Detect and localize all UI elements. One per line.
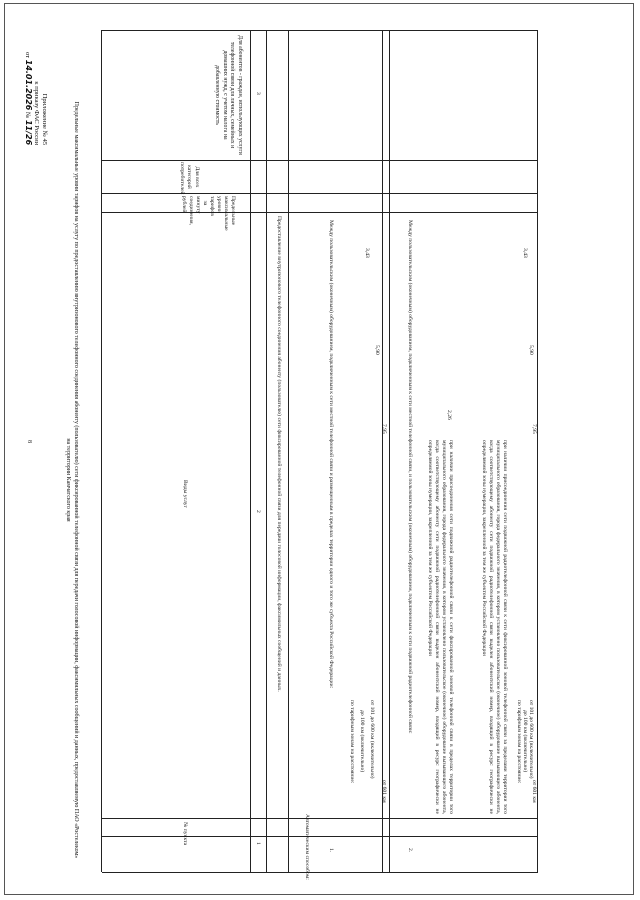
row-2-number: 2.: [407, 848, 413, 853]
row-2-case-b: при наличии присоединения сети подвижной радиотелефонной связи к сети фиксированной зоновой телефонной связи за пределами территории того муниципального образования, города федерального значения, в котором установлено пользовательское (оконечное) оборудование вызывающего абонента, когда соответствующему абоненту сети подвижной радиотелефонной связи выделен абонентский номер, входящий в ресурс географически не определяемой зоны нумерации, закрепленной за тем же субъектом Российской Федерации: [481, 440, 508, 814]
row-2-case-a-value: 2,26: [446, 410, 452, 420]
row-2-zones: по тарифным зонам на расстояние:: [516, 700, 522, 784]
row-2-600km: от 101 до 600 км (включительно): [528, 700, 534, 779]
header-sub-2: Для абонентов - граждан, использующих услуги телефонной связи для личных, семейных и домашних нужд, с учетом налога на добавленную стоимость: [214, 35, 243, 155]
row-1-100km: до 100 км (включительно): [359, 710, 365, 773]
section-title: Предоставление внутризонового телефонного соединения абоненту (пользователю) сети фиксированной телефонной связи для передачи голосовой информации, факсимильных сообщений и данных.: [276, 216, 282, 692]
col-number-2: 2: [255, 510, 261, 513]
row-2-601km-value: 7,95: [531, 424, 537, 434]
row-1-100km-value: 3,43: [364, 248, 370, 258]
handwritten-date: 14.01.2026: [24, 59, 33, 111]
row-2-600km-value: 5,90: [528, 345, 534, 355]
document-title: Предельные максимальные уровни тарифов на услугу по предоставлению внутризонового телефонного соединения абоненту (пользователю) сети фиксированной телефонной связи для передачи голосовой информации, факсимильных сообщений и данных, предоставляемую ПАО «Ростелеком» на территории Камчатского края: [65, 101, 79, 859]
date-prefix: от: [24, 52, 31, 59]
row-1-text: Между пользовательским (оконечным) оборудованием, подключенным к сети местной телефонной связи и размещенным в пределах территории одного и того же субъекта Российской Федерации:: [328, 220, 334, 689]
row-1-zones: по тарифным зонам на расстояние:: [349, 700, 355, 784]
row-1-number: 1.: [328, 848, 334, 853]
col-number-3: 3: [255, 92, 261, 95]
row-2-text: Между пользовательским (оконечным) оборудованием, подключенным к сети местной телефонной связи, и пользовательским (оконечным) оборудованием, подключенным к сети подвижной радиотелефонной связи:: [407, 220, 413, 734]
row-2-601km: от 601 км: [531, 780, 537, 803]
row-1-601km: от 601 км: [381, 780, 387, 803]
appendix-line-2: к приказу ФАС России: [33, 81, 40, 146]
header-col-1: № пункта: [182, 822, 188, 846]
auto-title: Автоматическим способом:: [304, 814, 310, 880]
row-2-100km-value: 3,43: [522, 248, 528, 258]
row-1-601km-value: 7,95: [381, 424, 387, 434]
page-number: 8: [26, 440, 32, 443]
header-col-3: Предельные максимальные уровни тарифов за минуту соединения, рублей: [181, 196, 236, 231]
number-prefix: №: [24, 112, 31, 119]
row-2-100km: до 100 км (включительно): [522, 710, 528, 773]
header-col-2: Виды услуг: [182, 480, 188, 508]
appendix-line-1: Приложение № 45: [41, 93, 48, 146]
handwritten-number: 11/26: [24, 119, 33, 146]
col-number-1: 1: [255, 842, 261, 845]
row-1-600km-value: 5,90: [374, 345, 380, 355]
header-sub-1: Для всех категорий потребителей: [179, 162, 200, 195]
row-2-case-a: при наличии присоединения сети подвижной радиотелефонной связи к сети фиксированной зоновой телефонной связи в пределах территории того муниципального образования, города федерального значения, в котором установлено пользовательское (оконечное) оборудование вызывающего абонента, когда соответствующему абоненту сети подвижной радиотелефонной связи выделен абонентский номер, входящий в ресурс географически не определяемой зоны нумерации, закрепленной за тем же субъектом Российской Федерации: [427, 440, 454, 814]
row-1-600km: от 101 до 600 км (включительно): [369, 700, 375, 779]
